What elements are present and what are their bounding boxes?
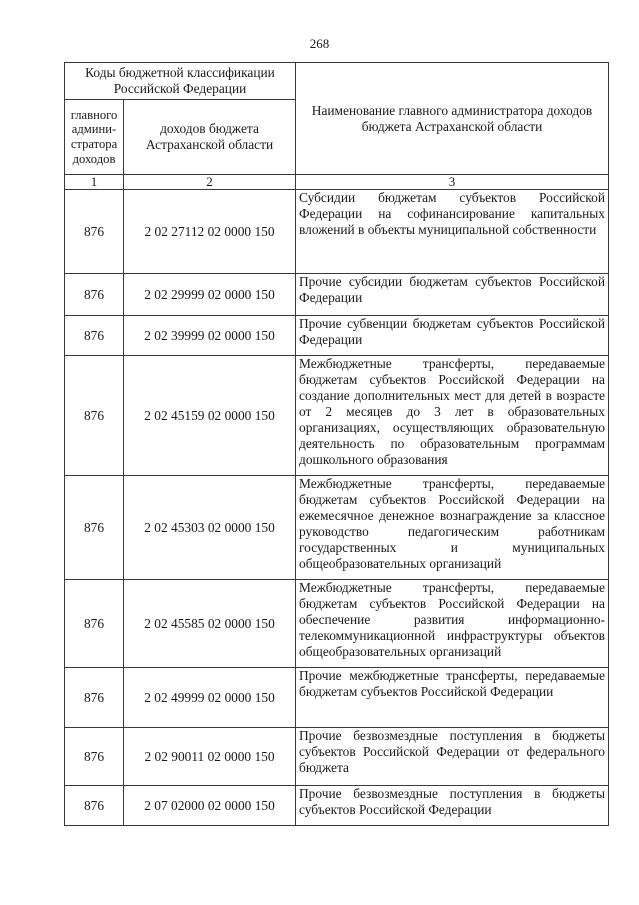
- table-row: [65, 580, 609, 668]
- header-main-admin: главного админи- стратора доходов: [65, 100, 124, 175]
- header-row-group: [65, 63, 609, 100]
- table-row: [65, 728, 609, 786]
- admin-code: 876: [65, 580, 124, 668]
- revenue-name: Прочие безвозмездные поступления в бюджеты субъектов Российской Федерации: [296, 786, 609, 826]
- admin-code: 876: [65, 668, 124, 728]
- revenue-code: 2 02 29999 02 0000 150: [124, 274, 296, 316]
- revenue-name: Межбюджетные трансферты, передаваемые бюджетам субъектов Российской Федерации на обеспечение развития информационно-телекоммуникационной инфраструктуры объектов общеобразовательных организаций: [296, 580, 609, 668]
- revenue-name: Субсидии бюджетам субъектов Российской Федерации на софинансирование капитальных вложений в объекты муниципальной собственности: [296, 190, 609, 274]
- budget-classification-table: [64, 62, 609, 826]
- revenue-name: Прочие межбюджетные трансферты, передаваемые бюджетам субъектов Российской Федерации: [296, 668, 609, 728]
- admin-code: 876: [65, 728, 124, 786]
- table-row: [65, 356, 609, 476]
- revenue-code: 2 02 39999 02 0000 150: [124, 316, 296, 356]
- table-row: [65, 274, 609, 316]
- admin-code: 876: [65, 356, 124, 476]
- admin-code: 876: [65, 476, 124, 580]
- revenue-code: 2 02 45159 02 0000 150: [124, 356, 296, 476]
- admin-code: 876: [65, 786, 124, 826]
- column-number-row: [65, 175, 609, 190]
- table-row: [65, 316, 609, 356]
- table-row: [65, 668, 609, 728]
- admin-code: 876: [65, 316, 124, 356]
- header-admin-name: Наименование главного администратора доходов бюджета Астраханской области: [296, 63, 609, 175]
- revenue-name: Прочие субсидии бюджетам субъектов Российской Федерации: [296, 274, 609, 316]
- revenue-code: 2 02 45585 02 0000 150: [124, 580, 296, 668]
- table-row: [65, 476, 609, 580]
- revenue-code: 2 02 45303 02 0000 150: [124, 476, 296, 580]
- revenue-code: 2 07 02000 02 0000 150: [124, 786, 296, 826]
- revenue-name: Межбюджетные трансферты, передаваемые бюджетам субъектов Российской Федерации на ежемесячное денежное вознаграждение за классное руководство педагогическим работникам государственных и муниципальных общеобразовательных организаций: [296, 476, 609, 580]
- header-revenue-code: доходов бюджета Астраханской области: [124, 100, 296, 175]
- revenue-name: Прочие субвенции бюджетам субъектов Российской Федерации: [296, 316, 609, 356]
- revenue-code: 2 02 27112 02 0000 150: [124, 190, 296, 274]
- header-codes-group: Коды бюджетной классификации Российской Федерации: [65, 63, 296, 100]
- revenue-name: Прочие безвозмездные поступления в бюджеты субъектов Российской Федерации от федерального бюджета: [296, 728, 609, 786]
- page-number: 268: [309, 36, 330, 51]
- table-row: [65, 190, 609, 274]
- revenue-code: 2 02 90011 02 0000 150: [124, 728, 296, 786]
- column-number: 2: [124, 175, 296, 190]
- admin-code: 876: [65, 274, 124, 316]
- column-number: 1: [65, 175, 124, 190]
- revenue-code: 2 02 49999 02 0000 150: [124, 668, 296, 728]
- table-row: [65, 786, 609, 826]
- column-number: 3: [296, 175, 609, 190]
- revenue-name: Межбюджетные трансферты, передаваемые бюджетам субъектов Российской Федерации на создание дополнительных мест для детей в возрасте от 2 месяцев до 3 лет в образовательных организациях, осуществляющих образовательную деятельность по образовательным программам дошкольного образования: [296, 356, 609, 476]
- admin-code: 876: [65, 190, 124, 274]
